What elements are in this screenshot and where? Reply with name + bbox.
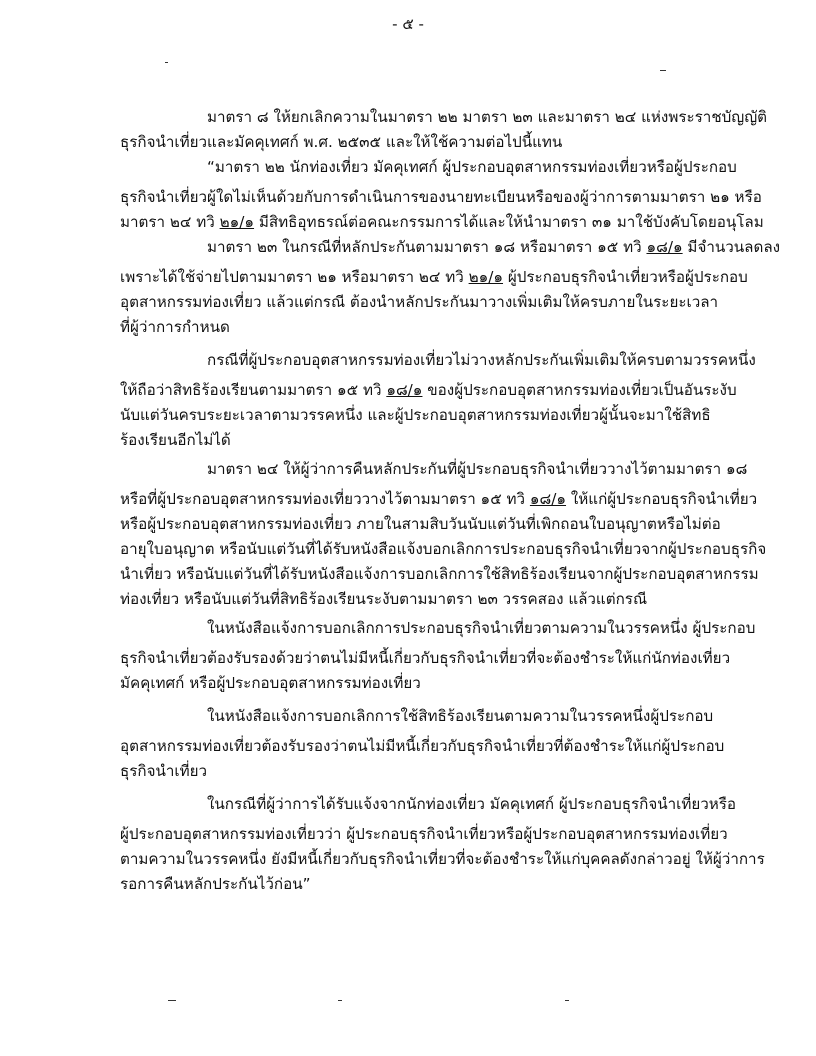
- text-line: นำเที่ยว หรือนับแต่วันที่ได้รับหนังสือแจ้งการบอกเลิกการใช้สิทธิร้องเรียนจากผู้ประกอบอุตสาหกรรม: [120, 565, 759, 583]
- text-line: ตามความในวรรคหนึ่ง ยังมีหนี้เกี่ยวกับธุรกิจนำเที่ยวที่จะต้องชำระให้แก่บุคคลดังกล่าวอยู่ ให้ผู้ว่าการ: [120, 850, 765, 868]
- section-reference: ๑๘/๑: [529, 490, 567, 508]
- text-segment: ให้ถือว่าสิทธิร้องเรียนตามมาตรา ๑๕ ทวิ: [120, 381, 387, 399]
- text-line: [120, 265, 760, 290]
- section-24-paragraph: [120, 457, 767, 612]
- text-line: ธุรกิจนำเที่ยว: [120, 762, 208, 780]
- text-segment: ให้แก่ผู้ประกอบธุรกิจนำเที่ยว: [566, 490, 758, 508]
- section-reference: ๑๘/๑: [646, 238, 683, 256]
- text-line: หรือผู้ประกอบอุตสาหกรรมท่องเที่ยว ภายในสามสิบวันนับแต่วันที่เพิกถอนใบอนุญาตหรือไม่ต่อ: [120, 515, 721, 533]
- section-reference: ๒๑/๑: [219, 213, 255, 231]
- text-segment: ของผู้ประกอบอุตสาหกรรมท่องเที่ยวเป็นอันระงับ: [422, 381, 737, 399]
- text-line: “มาตรา ๒๒ นักท่องเที่ยว มัคคุเทศก์ ผู้ประกอบอุตสาหกรรมท่องเที่ยวหรือผู้ประกอบ: [207, 158, 737, 176]
- text-segment: มีสิทธิอุทธรณ์ต่อคณะกรรมการได้และให้นำมาตรา ๓๑ มาใช้บังคับโดยอนุโลม: [254, 213, 764, 231]
- section-23-paragraph-2: [120, 348, 760, 453]
- section-22-paragraph: [120, 155, 764, 235]
- page-number: - ๕ -: [392, 15, 424, 33]
- scan-speck: [165, 62, 168, 63]
- text-line: ในกรณีที่ผู้ว่าการได้รับแจ้งจากนักท่องเที่ยว มัคคุเทศก์ ผู้ประกอบธุรกิจนำเที่ยวหรือ: [207, 795, 737, 813]
- text-segment: มาตรา ๒๔ ทวิ: [120, 213, 220, 231]
- text-line: ท่องเที่ยว หรือนับแต่วันที่สิทธิร้องเรียนระงับตามมาตรา ๒๓ วรรคสอง แล้วแต่กรณี: [120, 590, 648, 608]
- text-line: มัคคุเทศก์ หรือผู้ประกอบอุตสาหกรรมท่องเที่ยว: [120, 674, 421, 692]
- scan-speck: [660, 70, 666, 71]
- text-line: ผู้ประกอบอุตสาหกรรมท่องเที่ยวว่า ผู้ประกอบธุรกิจนำเที่ยวหรือผู้ประกอบอุตสาหกรรมท่องเที่ยว: [120, 825, 728, 843]
- text-line: ในหนังสือแจ้งการบอกเลิกการประกอบธุรกิจนำเที่ยวตามความในวรรคหนึ่ง ผู้ประกอบ: [207, 619, 756, 637]
- scan-speck: [168, 1000, 176, 1001]
- text-line: [120, 235, 781, 260]
- section-8-paragraph: [120, 105, 768, 155]
- text-line: ธุรกิจนำเที่ยวต้องรับรองด้วยว่าตนไม่มีหนี้เกี่ยวกับธุรกิจนำเที่ยวที่จะต้องชำระให้แก่นักท่องเที่ยว: [120, 649, 731, 667]
- text-segment: หรือที่ผู้ประกอบอุตสาหกรรมท่องเที่ยววางไว้ตามมาตรา ๑๕ ทวิ: [120, 490, 530, 508]
- section-24-paragraph-2: [120, 616, 760, 696]
- text-line: ธุรกิจนำเที่ยวผู้ใดไม่เห็นด้วยกับการดำเนินการของนายทะเบียนหรือของผู้ว่าการตามมาตรา ๒๑ หรือ: [120, 188, 762, 206]
- scan-speck: [338, 1000, 342, 1001]
- section-23-paragraph: [120, 235, 781, 340]
- text-line: [120, 487, 760, 512]
- text-line: ที่ผู้ว่าการกำหนด: [120, 318, 230, 336]
- text-segment: มีจำนวนลดลง: [682, 238, 781, 256]
- text-segment: เพราะได้ใช้จ่ายไปตามมาตรา ๒๑ หรือมาตรา ๒๔ ทวิ: [120, 268, 469, 286]
- text-line: [120, 210, 764, 235]
- text-line: ในหนังสือแจ้งการบอกเลิกการใช้สิทธิร้องเรียนตามความในวรรคหนึ่งผู้ประกอบ: [207, 707, 714, 725]
- text-line: อายุใบอนุญาต หรือนับแต่วันที่ได้รับหนังสือแจ้งบอกเลิกการประกอบธุรกิจนำเที่ยวจากผู้ประกอบธุรกิจ: [120, 540, 767, 558]
- text-segment: มาตรา ๒๓ ในกรณีที่หลักประกันตามมาตรา ๑๘ หรือมาตรา ๑๕ ทวิ: [207, 238, 647, 256]
- text-segment: ผู้ประกอบธุรกิจนำเที่ยวหรือผู้ประกอบ: [503, 268, 748, 286]
- text-line: มาตรา ๘ ให้ยกเลิกความในมาตรา ๒๒ มาตรา ๒๓ และมาตรา ๒๔ แห่งพระราชบัญญัติ: [207, 108, 768, 126]
- text-line: มาตรา ๒๔ ให้ผู้ว่าการคืนหลักประกันที่ผู้ประกอบธุรกิจนำเที่ยววางไว้ตามมาตรา ๑๘: [207, 460, 748, 478]
- section-24-paragraph-3: [120, 704, 760, 784]
- text-line: อุตสาหกรรมท่องเที่ยว แล้วแต่กรณี ต้องนำหลักประกันมาวางเพิ่มเติมให้ครบภายในระยะเวลา: [120, 293, 719, 311]
- text-line: อุตสาหกรรมท่องเที่ยวต้องรับรองว่าตนไม่มีหนี้เกี่ยวกับธุรกิจนำเที่ยวที่ต้องชำระให้แก่ผู้ประกอบ: [120, 737, 725, 755]
- text-line: รอการคืนหลักประกันไว้ก่อน”: [120, 875, 311, 893]
- section-reference: ๒๑/๑: [468, 268, 504, 286]
- text-line: ร้องเรียนอีกไม่ได้: [120, 431, 231, 449]
- text-line: ธุรกิจนำเที่ยวและมัคคุเทศก์ พ.ศ. ๒๕๓๕ และให้ใช้ความต่อไปนี้แทน: [120, 133, 563, 151]
- text-line: กรณีที่ผู้ประกอบอุตสาหกรรมท่องเที่ยวไม่วางหลักประกันเพิ่มเติมให้ครบตามวรรคหนึ่ง: [207, 351, 756, 369]
- scan-speck: [565, 1000, 569, 1001]
- section-reference: ๑๘/๑: [386, 381, 423, 399]
- text-line: [120, 378, 760, 403]
- section-24-paragraph-4: [120, 792, 765, 897]
- document-body: [120, 105, 781, 897]
- text-line: นับแต่วันครบระยะเวลาตามวรรคหนึ่ง และผู้ประกอบอุตสาหกรรมท่องเที่ยวผู้นั้นจะมาใช้สิทธิ: [120, 406, 711, 424]
